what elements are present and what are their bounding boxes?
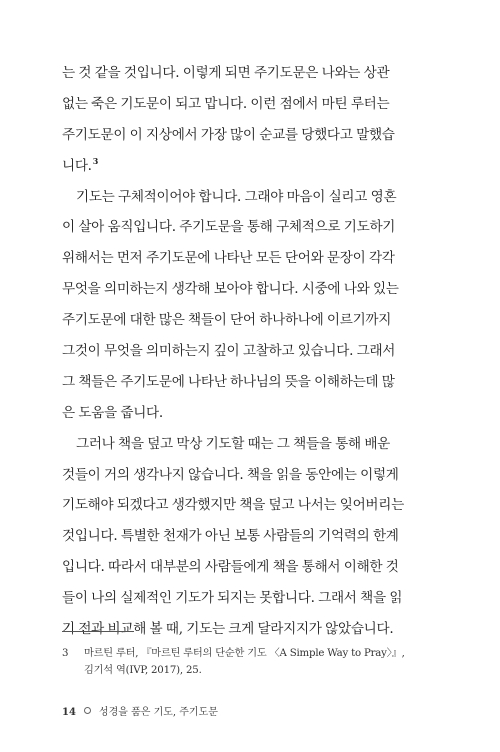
body-text — [62, 58, 404, 645]
footnote-citation-continued: 김기석 역(IVP, 2017), 25. — [84, 665, 202, 676]
text-line-with-footnote — [62, 151, 404, 182]
text-line: 주기도문에 대한 많은 책들이 단어 하나하나에 이르기까지 — [62, 312, 392, 329]
footnote-number: 3 — [62, 648, 69, 659]
text-line: 그러나 책을 덮고 막상 기도할 때는 그 책들을 통해 배운 — [76, 435, 390, 452]
circle-bullet-icon — [84, 707, 91, 714]
text-line: 주기도문이 이 지상에서 가장 많이 순교를 당했다고 말했습 — [62, 126, 395, 143]
text-line: 이 살아 움직입니다. 주기도문을 통해 구체적으로 기도하기 — [62, 219, 396, 236]
text-line: 기 전과 비교해 볼 때, 기도는 크게 달라지지가 않았습니다. — [62, 621, 394, 638]
text-line: 위해서는 먼저 주기도문에 나타난 모든 단어와 문장이 각각 — [62, 250, 395, 267]
text-line: 은 도움을 줍니다. — [62, 404, 163, 421]
running-title: 성경을 품은 기도, 주기도문 — [98, 707, 218, 718]
text-line: 무엇을 의미하는지 생각해 보아야 합니다. 시중에 나와 있는 — [62, 281, 399, 298]
footnote-citation: 마르틴 루터, 『마르틴 루터의 단순한 기도 〈A Simple Way to Pray〉』, — [84, 648, 405, 659]
text-line: 그 책들은 주기도문에 나타난 하나님의 뜻을 이해하는데 많 — [62, 373, 395, 390]
text-line: 기도는 구체적이어야 합니다. 그래야 마음이 실리고 영혼 — [76, 188, 397, 205]
text-line: 입니다. 따라서 대부분의 사람들에게 책을 통해서 이해한 것 — [62, 559, 399, 576]
text-line: 들이 나의 실제적인 기도가 되지는 못합니다. 그래서 책을 읽 — [62, 590, 403, 607]
footnote-divider — [62, 631, 134, 632]
page-number: 14 — [62, 707, 76, 718]
footnote-reference[interactable]: 3 — [92, 155, 98, 166]
text-line: 없는 죽은 기도문이 되고 맙니다. 이런 점에서 마틴 루터는 — [62, 95, 390, 112]
text-line: 것들이 거의 생각나지 않습니다. 책을 읽을 동안에는 이렇게 — [62, 466, 399, 483]
page-footer — [62, 703, 218, 718]
text-line: 기도해야 되겠다고 생각했지만 책을 덮고 나서는 잊어버리는 — [62, 497, 404, 514]
text-line: 그것이 무엇을 의미하는지 깊이 고찰하고 있습니다. 그래서 — [62, 343, 396, 360]
text-line: 는 것 같을 것입니다. 이렇게 되면 주기도문은 나와는 상관 — [62, 65, 390, 81]
text-line: 것입니다. 특별한 천재가 아닌 보통 사람들의 기억력의 한계 — [62, 528, 399, 545]
footnote — [62, 645, 422, 679]
text-fragment: 니다. — [62, 157, 92, 174]
